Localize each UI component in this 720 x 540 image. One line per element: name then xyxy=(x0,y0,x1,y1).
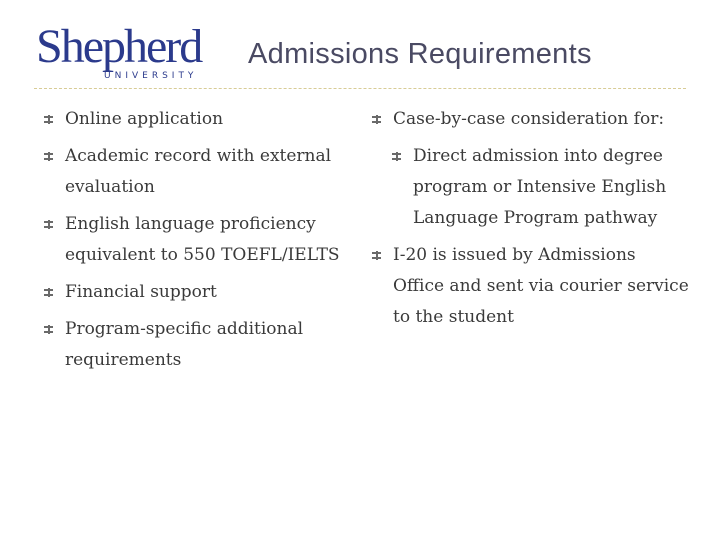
requirements-list xyxy=(44,104,354,376)
consideration-list xyxy=(372,104,692,333)
list-item xyxy=(372,240,692,333)
title-divider xyxy=(34,88,686,89)
logo-subtitle: UNIVERSITY xyxy=(104,71,198,81)
list-item-text: Program-specific additional requirements xyxy=(65,319,304,370)
slide-title: Admissions Requirements xyxy=(248,38,592,70)
list-item-text: Online application xyxy=(65,109,224,129)
list-item xyxy=(44,314,354,376)
right-column xyxy=(372,104,692,339)
bullet-icon xyxy=(44,152,54,161)
list-item-text: Academic record with external evaluation xyxy=(65,146,332,197)
list-item-text: Case-by-case consideration for: xyxy=(393,109,665,129)
list-item xyxy=(372,104,692,135)
list-item xyxy=(44,277,354,308)
bullet-icon xyxy=(372,251,382,260)
bullet-icon xyxy=(44,115,54,124)
shepherd-university-logo xyxy=(36,22,222,82)
list-item xyxy=(44,141,354,203)
list-item-text: Direct admission into degree program or Intensive English Language Program pathway xyxy=(413,146,667,228)
bullet-icon xyxy=(392,152,402,161)
list-item xyxy=(44,104,354,135)
left-column xyxy=(44,104,354,382)
logo-wordmark: Shepherd xyxy=(36,20,202,73)
bullet-icon xyxy=(44,220,54,229)
bullet-icon xyxy=(372,115,382,124)
list-item-text: English language proficiency equivalent to 550 TOEFL/IELTS xyxy=(65,214,340,265)
bullet-icon xyxy=(44,288,54,297)
bullet-icon xyxy=(44,325,54,334)
list-item-text: Financial support xyxy=(65,282,217,302)
sub-list-item xyxy=(392,141,692,234)
list-item xyxy=(44,209,354,271)
list-item-text: I-20 is issued by Admissions Office and sent via courier service to the student xyxy=(393,245,689,327)
